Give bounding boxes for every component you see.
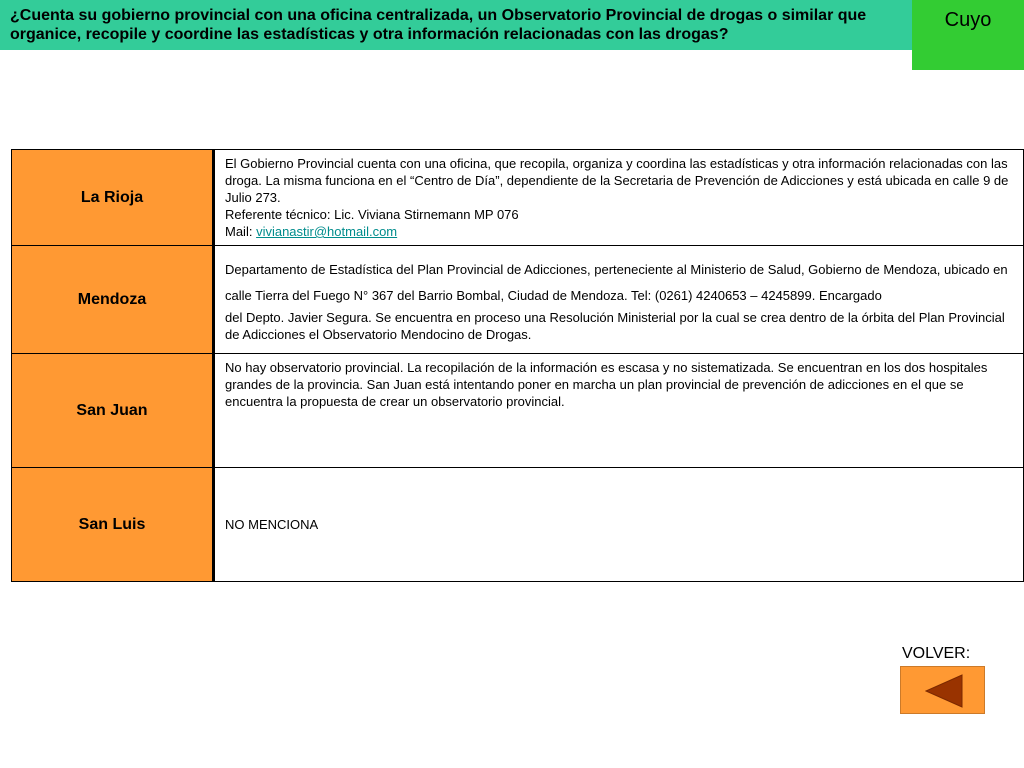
- province-table: [11, 149, 1024, 582]
- table-row-san-juan: [12, 354, 1024, 468]
- description-text: Departamento de Estadística del Plan Provincial de Adicciones, perteneciente al Ministerio de Salud, Gobierno de Mendoza, ubicado en calle Tierra del Fuego N° 367 del Barrio Bombal, Ciudad de Mendoza. Tel: (0261) 4240653 – 4245899. Encargado: [225, 261, 1008, 303]
- left-triangle-arrow-icon: [925, 674, 963, 708]
- province-cell-mendoza: Mendoza: [12, 246, 214, 354]
- question-header: [0, 0, 912, 50]
- description-cell-san-juan: No hay observatorio provincial. La recopilación de la información es escasa y no sistematizada. Se encuentran en los dos hospitales grandes de la provincia. San Juan está intentando poner en marcha un plan provincial de prevención de adicciones en el que se encuentra la propuesta de crear un observatorio provincial.: [214, 354, 1024, 468]
- description-text: del Depto. Javier Segura. Se encuentra en proceso una Resolución Ministerial por la cual se crea dentro de la órbita del Plan Provincial de Adicciones el Observatorio Mendocino de Drogas.: [225, 309, 1005, 342]
- back-button[interactable]: [900, 666, 985, 714]
- description-cell-la-rioja: [214, 150, 1024, 246]
- description-cell-mendoza: [214, 246, 1024, 354]
- province-cell-la-rioja: La Rioja: [12, 150, 214, 246]
- question-text: ¿Cuenta su gobierno provincial con una oficina centralizada, un Observatorio Provincial de drogas o similar que organice, recopile y coordine las estadísticas y otra información relacionadas con las drogas?: [10, 7, 867, 43]
- table-row-mendoza: [12, 246, 1024, 354]
- province-cell-san-juan: San Juan: [12, 354, 214, 468]
- mail-line: [225, 223, 1013, 240]
- region-label: Cuyo: [944, 9, 992, 31]
- table-row-san-luis: [12, 468, 1024, 582]
- province-cell-san-luis: San Luis: [12, 468, 214, 582]
- mail-label: Mail:: [225, 224, 257, 239]
- email-link[interactable]: vivianastir@hotmail.com: [256, 224, 398, 239]
- description-text: El Gobierno Provincial cuenta con una oficina, que recopila, organiza y coordina las estadísticas y otra información relacionadas con las droga. La misma funciona en el “Centro de Día”, dependiente de la Secretaria de Prevención de Adicciones y está ubicada en calle 9 de Julio 273.: [225, 156, 1009, 205]
- back-label: VOLVER:: [902, 645, 971, 662]
- description-cell-san-luis: NO MENCIONA: [214, 468, 1024, 582]
- table-row-la-rioja: [12, 150, 1024, 246]
- region-badge: [912, 0, 1024, 70]
- referent-text: Referente técnico: Lic. Viviana Stirnemann MP 076: [225, 207, 519, 222]
